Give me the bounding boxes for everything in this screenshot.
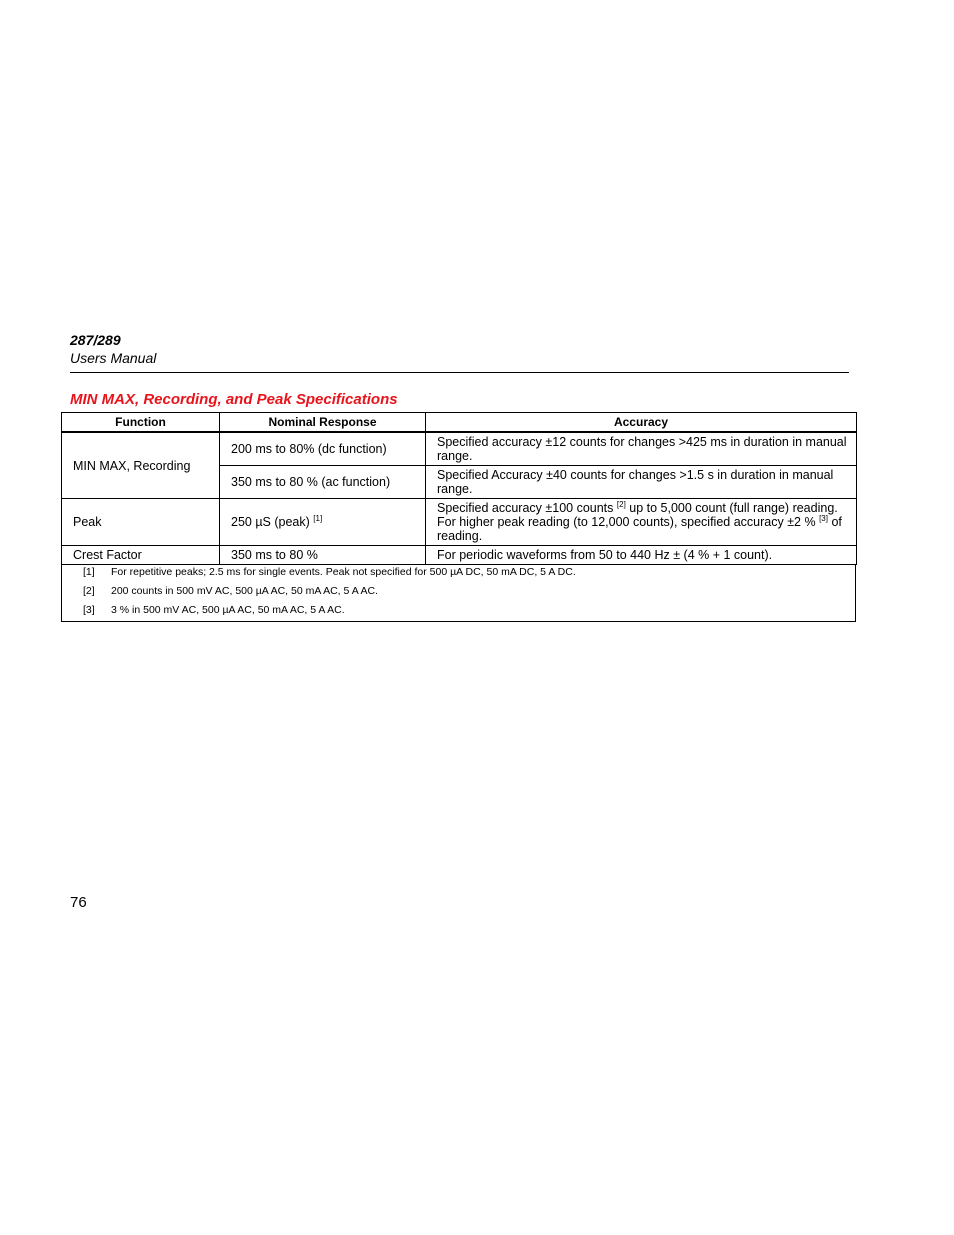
cell-accuracy-peak [426, 499, 857, 546]
cell-function-minmax: MIN MAX, Recording [62, 432, 220, 499]
header-divider [70, 372, 849, 373]
footnote-number: [3] [83, 604, 95, 616]
cell-response-dc: 200 ms to 80% (dc function) [220, 432, 426, 466]
footnote-ref-1: [1] [313, 514, 323, 523]
page-number: 76 [70, 894, 87, 911]
cell-response-ac: 350 ms to 80 % (ac function) [220, 466, 426, 499]
accuracy-peak-text-2: up to 5,000 count (full range) reading. For higher peak reading (to 12,000 counts), specified accuracy ±2 % [437, 501, 838, 529]
table-footnotes [61, 564, 856, 622]
cell-accuracy-ac: Specified Accuracy ±40 counts for changes >1.5 s in duration in manual range. [426, 466, 857, 499]
footnote-text: 3 % in 500 mV AC, 500 µA AC, 50 mA AC, 5 A AC. [111, 604, 345, 616]
accuracy-peak-text-3: of reading. [437, 515, 842, 543]
cell-function-peak: Peak [62, 499, 220, 546]
response-peak-text: 250 µS (peak) [231, 515, 310, 529]
cell-response-crest: 350 ms to 80 % [220, 546, 426, 565]
specifications-table [61, 412, 857, 565]
section-title: MIN MAX, Recording, and Peak Specifications [70, 391, 398, 408]
footnote-text: For repetitive peaks; 2.5 ms for single events. Peak not specified for 500 µA DC, 50 mA DC, 5 A DC. [111, 566, 576, 578]
accuracy-peak-text-1: Specified accuracy ±100 counts [437, 501, 617, 515]
document-manual-title: Users Manual [70, 350, 157, 366]
footnote-number: [1] [83, 566, 95, 578]
column-header-accuracy: Accuracy [426, 413, 857, 433]
table-header-row [62, 413, 857, 433]
table-row [62, 432, 857, 466]
footnote-ref-3: [3] [819, 514, 828, 523]
table-row [62, 499, 857, 546]
footnote-number: [2] [83, 585, 95, 597]
footnote-text: 200 counts in 500 mV AC, 500 µA AC, 50 mA AC, 5 A AC. [111, 585, 378, 597]
table-row [62, 546, 857, 565]
column-header-nominal-response: Nominal Response [220, 413, 426, 433]
cell-response-peak [220, 499, 426, 546]
cell-accuracy-dc: Specified accuracy ±12 counts for changes >425 ms in duration in manual range. [426, 432, 857, 466]
cell-function-crest: Crest Factor [62, 546, 220, 565]
column-header-function: Function [62, 413, 220, 433]
footnote-ref-2: [2] [616, 500, 626, 509]
cell-accuracy-crest: For periodic waveforms from 50 to 440 Hz ± (4 % + 1 count). [426, 546, 857, 565]
document-model: 287/289 [70, 332, 121, 348]
